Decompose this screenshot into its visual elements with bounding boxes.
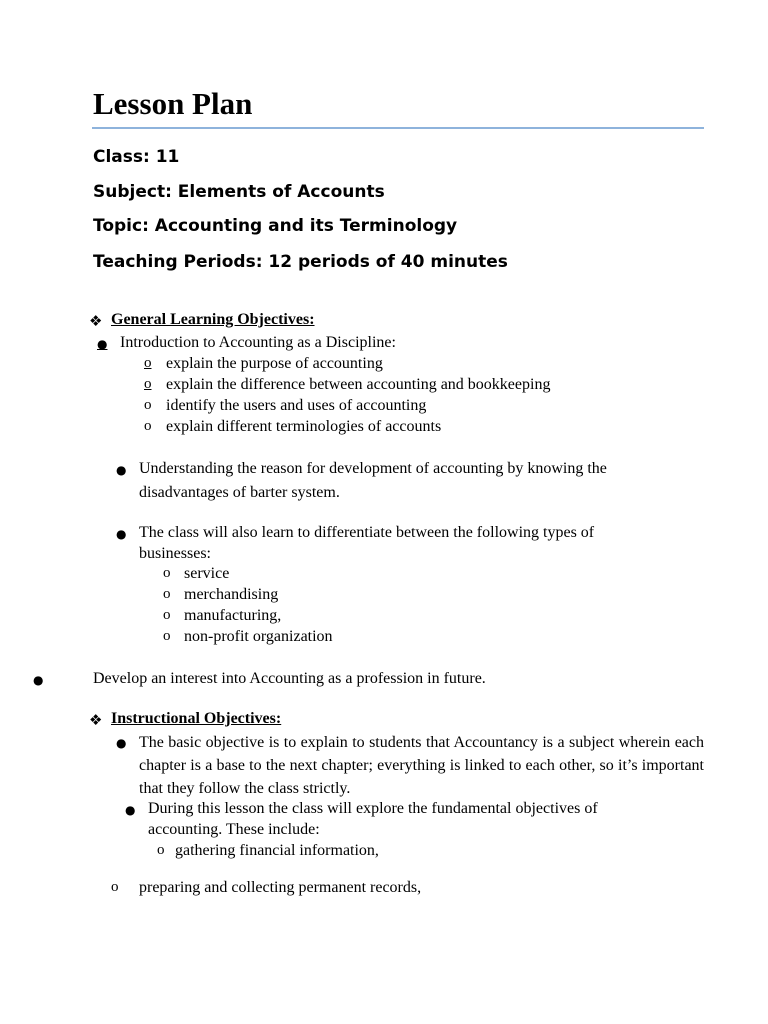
business-type-item: service bbox=[184, 565, 230, 582]
intro-line: Introduction to Accounting as a Discipline: bbox=[120, 334, 396, 351]
subject-line: Subject: Elements of Accounts bbox=[93, 182, 385, 202]
bullet-icon: ● bbox=[125, 803, 136, 817]
general-objectives-heading: General Learning Objectives: bbox=[111, 311, 315, 328]
during-line-2: accounting. These include: bbox=[148, 821, 320, 838]
circle-bullet-icon: o bbox=[157, 842, 165, 858]
business-type-item: merchandising bbox=[184, 586, 279, 603]
bullet-icon: ● bbox=[116, 527, 127, 541]
circle-bullet-icon: o bbox=[144, 418, 152, 434]
topic-line: Topic: Accounting and its Terminology bbox=[93, 216, 458, 236]
circle-bullet-icon: o bbox=[144, 355, 152, 371]
circle-bullet-icon: o bbox=[163, 565, 171, 581]
barter-line-2: disadvantages of barter system. bbox=[139, 484, 340, 501]
basic-objective-paragraph: The basic objective is to explain to students that Accountancy is a subject wherein each chapter is a base to the next chapter; everything is linked to each other, so it’s important that they follow the class strictly. bbox=[139, 734, 704, 797]
periods-line: Teaching Periods: 12 periods of 40 minutes bbox=[93, 252, 508, 272]
bullet-icon: ● bbox=[97, 337, 108, 351]
circle-bullet-icon: o bbox=[163, 628, 171, 644]
bullet-icon: ● bbox=[33, 673, 44, 687]
during-line-1: During this lesson the class will explore the fundamental objectives of bbox=[148, 800, 598, 817]
page-title: Lesson Plan bbox=[93, 86, 253, 121]
diamond-bullet-icon: ❖ bbox=[89, 711, 103, 729]
title-divider bbox=[92, 127, 704, 129]
circle-bullet-icon: o bbox=[163, 607, 171, 623]
intro-item: explain the difference between accounting and bookkeeping bbox=[166, 376, 551, 393]
bullet-icon: ● bbox=[116, 736, 127, 750]
barter-line-1: Understanding the reason for development of accounting by knowing the bbox=[139, 460, 607, 477]
instructional-item: preparing and collecting permanent records, bbox=[139, 879, 422, 896]
business-line-1: The class will also learn to differentiate between the following types of bbox=[139, 524, 595, 541]
circle-bullet-icon: o bbox=[144, 376, 152, 392]
class-line: Class: 11 bbox=[93, 147, 180, 167]
diamond-bullet-icon: ❖ bbox=[89, 312, 103, 330]
instructional-item: gathering financial information, bbox=[175, 842, 379, 859]
circle-bullet-icon: o bbox=[163, 586, 171, 602]
circle-bullet-icon: o bbox=[111, 879, 119, 895]
interest-line: Develop an interest into Accounting as a profession in future. bbox=[93, 670, 486, 687]
instructional-objectives-heading: Instructional Objectives: bbox=[111, 710, 282, 727]
business-type-item: non-profit organization bbox=[184, 628, 333, 645]
intro-item: identify the users and uses of accounting bbox=[166, 397, 427, 414]
business-line-2: businesses: bbox=[139, 545, 211, 562]
circle-bullet-icon: o bbox=[144, 397, 152, 413]
business-type-item: manufacturing, bbox=[184, 607, 282, 624]
bullet-icon: ● bbox=[116, 463, 127, 477]
intro-item: explain the purpose of accounting bbox=[166, 355, 383, 372]
intro-item: explain different terminologies of accounts bbox=[166, 418, 442, 435]
